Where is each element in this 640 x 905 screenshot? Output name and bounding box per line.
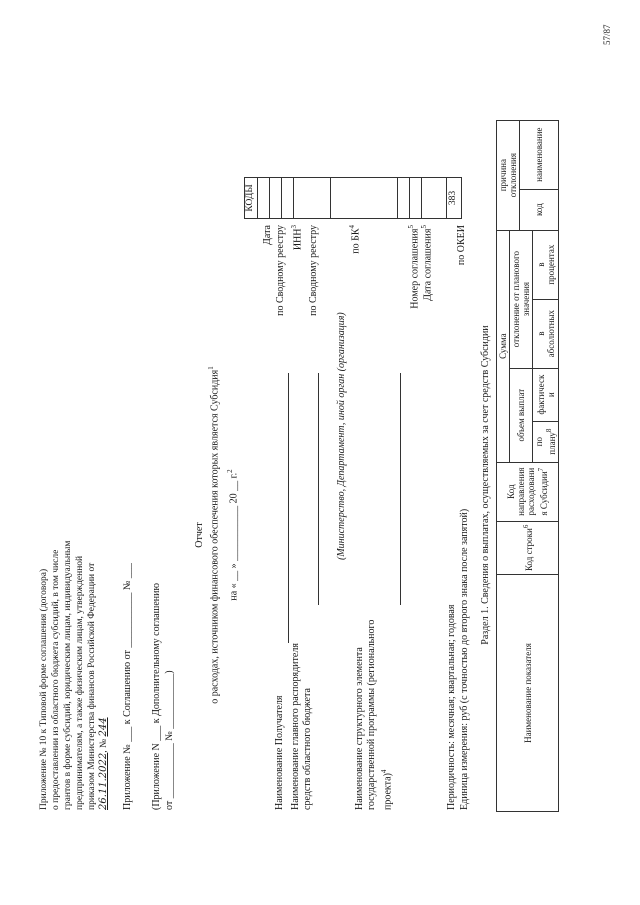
col-direction-l4: я Субсидии (539, 471, 549, 516)
agr-no-footnote: 5 (407, 225, 415, 229)
col-pct (533, 230, 559, 299)
gr-underline (318, 373, 319, 605)
gr-line-2: средств областного бюджета (302, 688, 313, 810)
se-label (354, 620, 394, 810)
code-bk (331, 178, 398, 219)
section1-title: Раздел 1. Сведения о выплатах, осуществляемых за счет средств Субсидии (480, 325, 491, 645)
subtitle-footnote: 1 (207, 366, 215, 370)
bk-text: по БК (350, 228, 362, 254)
se-underline (400, 373, 401, 605)
header-line-1: Приложение № 10 к Типовой форме соглашения (договора) (39, 568, 49, 810)
codes-label-date: Дата (262, 225, 273, 245)
codes-label-registry2: по Сводному реестру (308, 225, 319, 316)
code-inn (282, 178, 294, 219)
report-title: Отчет (194, 522, 205, 548)
code-agr-date (410, 178, 422, 219)
form-header (38, 350, 110, 810)
recipient-label: Наименование Получателя (274, 695, 285, 810)
col-fact (533, 368, 559, 421)
unit: Единица измерения: руб (с точностью до второго знака после запятой) (459, 508, 470, 810)
col-plan (533, 421, 559, 462)
col-direction-l1: Код (506, 484, 516, 499)
codes-box (244, 177, 462, 219)
col-deviation-l1: отклонение от планового (511, 251, 521, 348)
col-plan-l1: по (534, 436, 544, 447)
header-line-2: о предоставлении из областного бюджета субсидий, в том числе (51, 549, 61, 810)
col-code-row (497, 521, 559, 574)
report-date-text: на « __ » ___________ 20 __ г. (228, 472, 240, 601)
col-direction-l4-wrap (536, 466, 549, 518)
se-line-3: проекта) (382, 773, 394, 810)
gr-caption: (Министерство, Департамент, иной орган (организация) (336, 312, 347, 560)
se-line-3-wrap (378, 620, 394, 810)
supplement-line-2: от ___________ № ___________) (164, 670, 175, 810)
col-direction-sup: 7 (537, 467, 545, 472)
bk-footnote: 4 (348, 225, 356, 229)
col-reason-code: код (520, 189, 559, 230)
periodicity: Периодичность: месячная; квартальная; годовая (446, 604, 457, 810)
se-footnote: 4 (380, 769, 388, 774)
col-direction (497, 462, 559, 521)
code-registry2 (294, 178, 331, 219)
col-pct-l2: процентах (545, 244, 556, 285)
col-reason (497, 120, 520, 230)
col-deviation-l2: значения (521, 281, 531, 317)
report-subtitle-text: о расходах, источником финансового обеспечения которых является Субсидия (209, 369, 221, 704)
col-abs-l1: в (535, 331, 546, 336)
supplement-lines (150, 583, 176, 810)
codes-header: КОДЫ (245, 178, 258, 219)
report-subtitle (207, 265, 221, 805)
col-abs (533, 299, 559, 368)
se-line-2: государственной программы (регионального (366, 619, 377, 810)
codes-label-bk (346, 225, 362, 375)
code-registry (270, 178, 282, 219)
col-fact-l1: фактическ (535, 374, 546, 415)
col-sum: Сумма (497, 230, 510, 462)
col-reason-l2: отклонения (508, 153, 518, 198)
codes-label-okei: по ОКЕИ (456, 225, 467, 266)
codes-label-registry: по Сводному реестру (275, 225, 286, 316)
col-plan-l2: плану (547, 432, 557, 455)
header-line-3: грантов в форме субсидий, юридическим лицам, индивидуальным (63, 540, 73, 810)
agr-date-footnote: 5 (420, 225, 428, 229)
header-line-5: приказом Министерства финансов Российской Федерации от (87, 562, 97, 810)
col-pct-l1: в (535, 262, 546, 267)
handwritten-number: 244 (98, 717, 109, 737)
code-date (258, 178, 270, 219)
code-okei: 383 (447, 178, 462, 219)
recipient-underline (288, 373, 289, 643)
col-name: Наименование показателя (497, 575, 559, 812)
col-plan-sup: 8 (545, 428, 553, 433)
inn-text: ИНН (292, 228, 304, 251)
report-date-line (226, 365, 240, 705)
col-reason-l1: причина (498, 159, 508, 192)
col-reason-name: наименование (520, 120, 559, 189)
col-code-row-text: Код строки (524, 528, 534, 571)
page-number: 57/87 (602, 24, 612, 45)
gr-line-1: Наименование главного распорядителя (290, 643, 301, 810)
col-fact-l2: и (545, 392, 556, 398)
col-deviation (510, 230, 533, 368)
col-plan-l2-wrap (544, 425, 557, 459)
col-direction-l2: направления (516, 467, 526, 516)
supplement-line-1: (Приложение N ___ к Дополнительному соглашению (151, 583, 162, 810)
inn-footnote: 3 (290, 225, 298, 229)
section1-table-wrap (496, 120, 559, 812)
code-blank (422, 178, 447, 219)
col-direction-l3: расходовани (526, 467, 536, 516)
header-line-4: предпринимателям, а также физическим лицам, утвержденной (75, 555, 85, 810)
agr-date-text: Дата соглашения (422, 228, 434, 301)
gr-label (290, 643, 314, 810)
codes-label-inn (288, 225, 304, 375)
handwritten-date: 26.11.2022 (98, 752, 109, 810)
annex-line: Приложение № ___ к Соглашению от ___________ № ___ (122, 563, 133, 810)
codes-table (244, 177, 462, 219)
se-line-1: Наименование структурного элемента (354, 647, 365, 810)
agr-no-text: Номер соглашения (409, 228, 421, 309)
col-volume: объем выплат (510, 368, 533, 462)
section1-table (496, 120, 559, 812)
date-footnote: 2 (226, 469, 234, 473)
code-agr-no (398, 178, 410, 219)
codes-label-agr-date (418, 225, 434, 375)
col-abs-l2: абсолютных (545, 309, 556, 358)
header-order-line (98, 350, 110, 810)
col-code-row-sup: 6 (522, 524, 530, 529)
order-number-prefix: , № (99, 738, 109, 753)
